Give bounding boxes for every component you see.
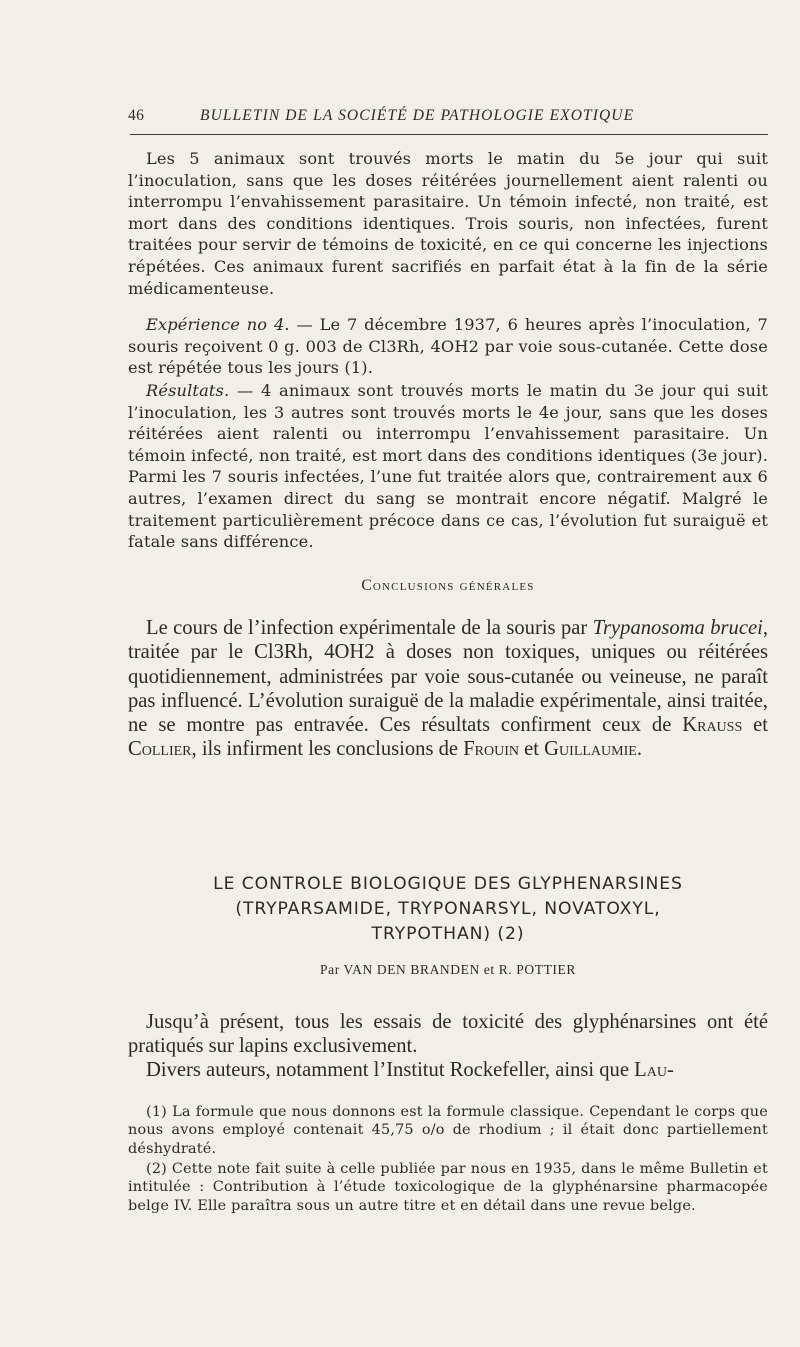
journal-title: BULLETIN DE LA SOCIÉTÉ DE PATHOLOGIE EXOTIQUE	[200, 107, 635, 124]
footnote-1	[128, 1103, 768, 1158]
article-title-line-3: TRYPOTHAN) (2)	[371, 924, 525, 944]
running-head	[128, 107, 768, 131]
footnote-1-text: (1) La formule que nous donnons est la formule classique. Cependant le corps que nous avons employé contenait 45,75 o/o de rhodium ; il était donc partiellement déshydraté.	[128, 1104, 768, 1157]
article-para-1-text: Jusqu’à présent, tous les essais de toxicité des glyphénarsines ont été pratiqués sur lapins exclusivement.	[128, 1011, 768, 1058]
article-paragraph-2	[128, 1058, 768, 1082]
article-para-2-text: Divers auteurs, notamment l’Institut Rockefeller, ainsi que	[146, 1059, 635, 1081]
species-name: Trypanosoma brucei	[592, 617, 763, 639]
results-label: Résultats.	[146, 381, 230, 400]
conclusions-text-1: Le cours de l’infection expérimentale de la souris par	[146, 617, 593, 639]
article-byline: Par VAN DEN BRANDEN et R. POTTIER	[320, 962, 576, 977]
experiment-label: Expérience no 4.	[146, 315, 290, 334]
conclusions-text-2: , traitée par le Cl3Rh, 4OH2 à doses non toxiques, uniques ou réitérées quotidiennement, administrées par voie sous-cutanée ou veineuse, ne paraît pas influencé. L’évolution suraiguë de la maladie expérimentale, ainsi traitée, ne se montre pas entravée. Ces résultats confirment ceux de	[128, 617, 768, 737]
conclusions-text-3: , ils infirment les conclusions de	[191, 738, 464, 761]
results-text: — 4 animaux sont trouvés morts le matin du 3e jour qui suit l’inoculation, les 3 autres sont trouvés morts le 4e jour, sans que les doses réitérées aient ralenti ou interrompu l’envahissement parasitaire. Un témoin infecté, non traité, est mort dans des conditions identiques (3e jour). Parmi les 7 souris infectées, l’une fut traitée alors que, contrairement aux 6 autres, l’examen direct du sang se montrait encore négatif. Malgré le traitement particulièrement précoce dans ce cas, l’évolution fut suraiguë et fatale sans différence.	[128, 381, 768, 552]
article-title-line-2: (TRYPARSAMIDE, TRYPONARSYL, NOVATOXYL,	[235, 899, 661, 919]
experiment-text: — Le 7 décembre 1937, 6 heures après l’inoculation, 7 souris reçoivent 0 g. 003 de Cl3Rh, 4OH2 par voie sous-cutanée. Cette dose est répétée tous les jours (1).	[128, 315, 768, 378]
conclusions-heading: Conclusions générales	[361, 577, 535, 594]
footnote-2	[128, 1160, 768, 1215]
author-collier: Collier	[128, 738, 192, 761]
header-rule	[130, 134, 768, 135]
conjunction: et	[519, 738, 545, 761]
period: .	[636, 738, 642, 761]
conjunction: et	[742, 714, 768, 737]
page-number: 46	[128, 107, 145, 124]
experiment-4-paragraph	[128, 314, 768, 379]
author-lau: Lau-	[634, 1059, 674, 1081]
results-paragraph-1	[128, 148, 768, 299]
results-paragraph-2	[128, 380, 768, 553]
footnote-2-text: (2) Cette note fait suite à celle publiée par nous en 1935, dans le même Bulletin et intitulée : Contribution à l’étude toxicologique de la glyphénarsine pharmacopée belge IV. Elle paraîtra sous un autre titre et en détail dans une revue belge.	[128, 1161, 768, 1214]
conclusions-paragraph	[128, 616, 768, 762]
article-paragraph-1	[128, 1010, 768, 1059]
author-guillaumie: Guillaumie	[544, 738, 637, 761]
article-title-line-1: LE CONTROLE BIOLOGIQUE DES GLYPHENARSINES	[213, 874, 683, 894]
author-frouin: Frouin	[463, 738, 519, 761]
article-title	[128, 872, 768, 947]
author-krauss: Krauss	[682, 714, 743, 737]
para-text: Les 5 animaux sont trouvés morts le matin du 5e jour qui suit l’inoculation, sans que les doses réitérées journellement aient ralenti ou interrompu l’envahissement parasitaire. Un témoin infecté, non traité, est mort dans des conditions identiques. Trois souris, non infectées, furent traitées pour servir de témoins de toxicité, en ce qui concerne les injections répétées. Ces animaux furent sacrifiés en parfait état à la fin de la série médicamenteuse.	[128, 149, 768, 298]
